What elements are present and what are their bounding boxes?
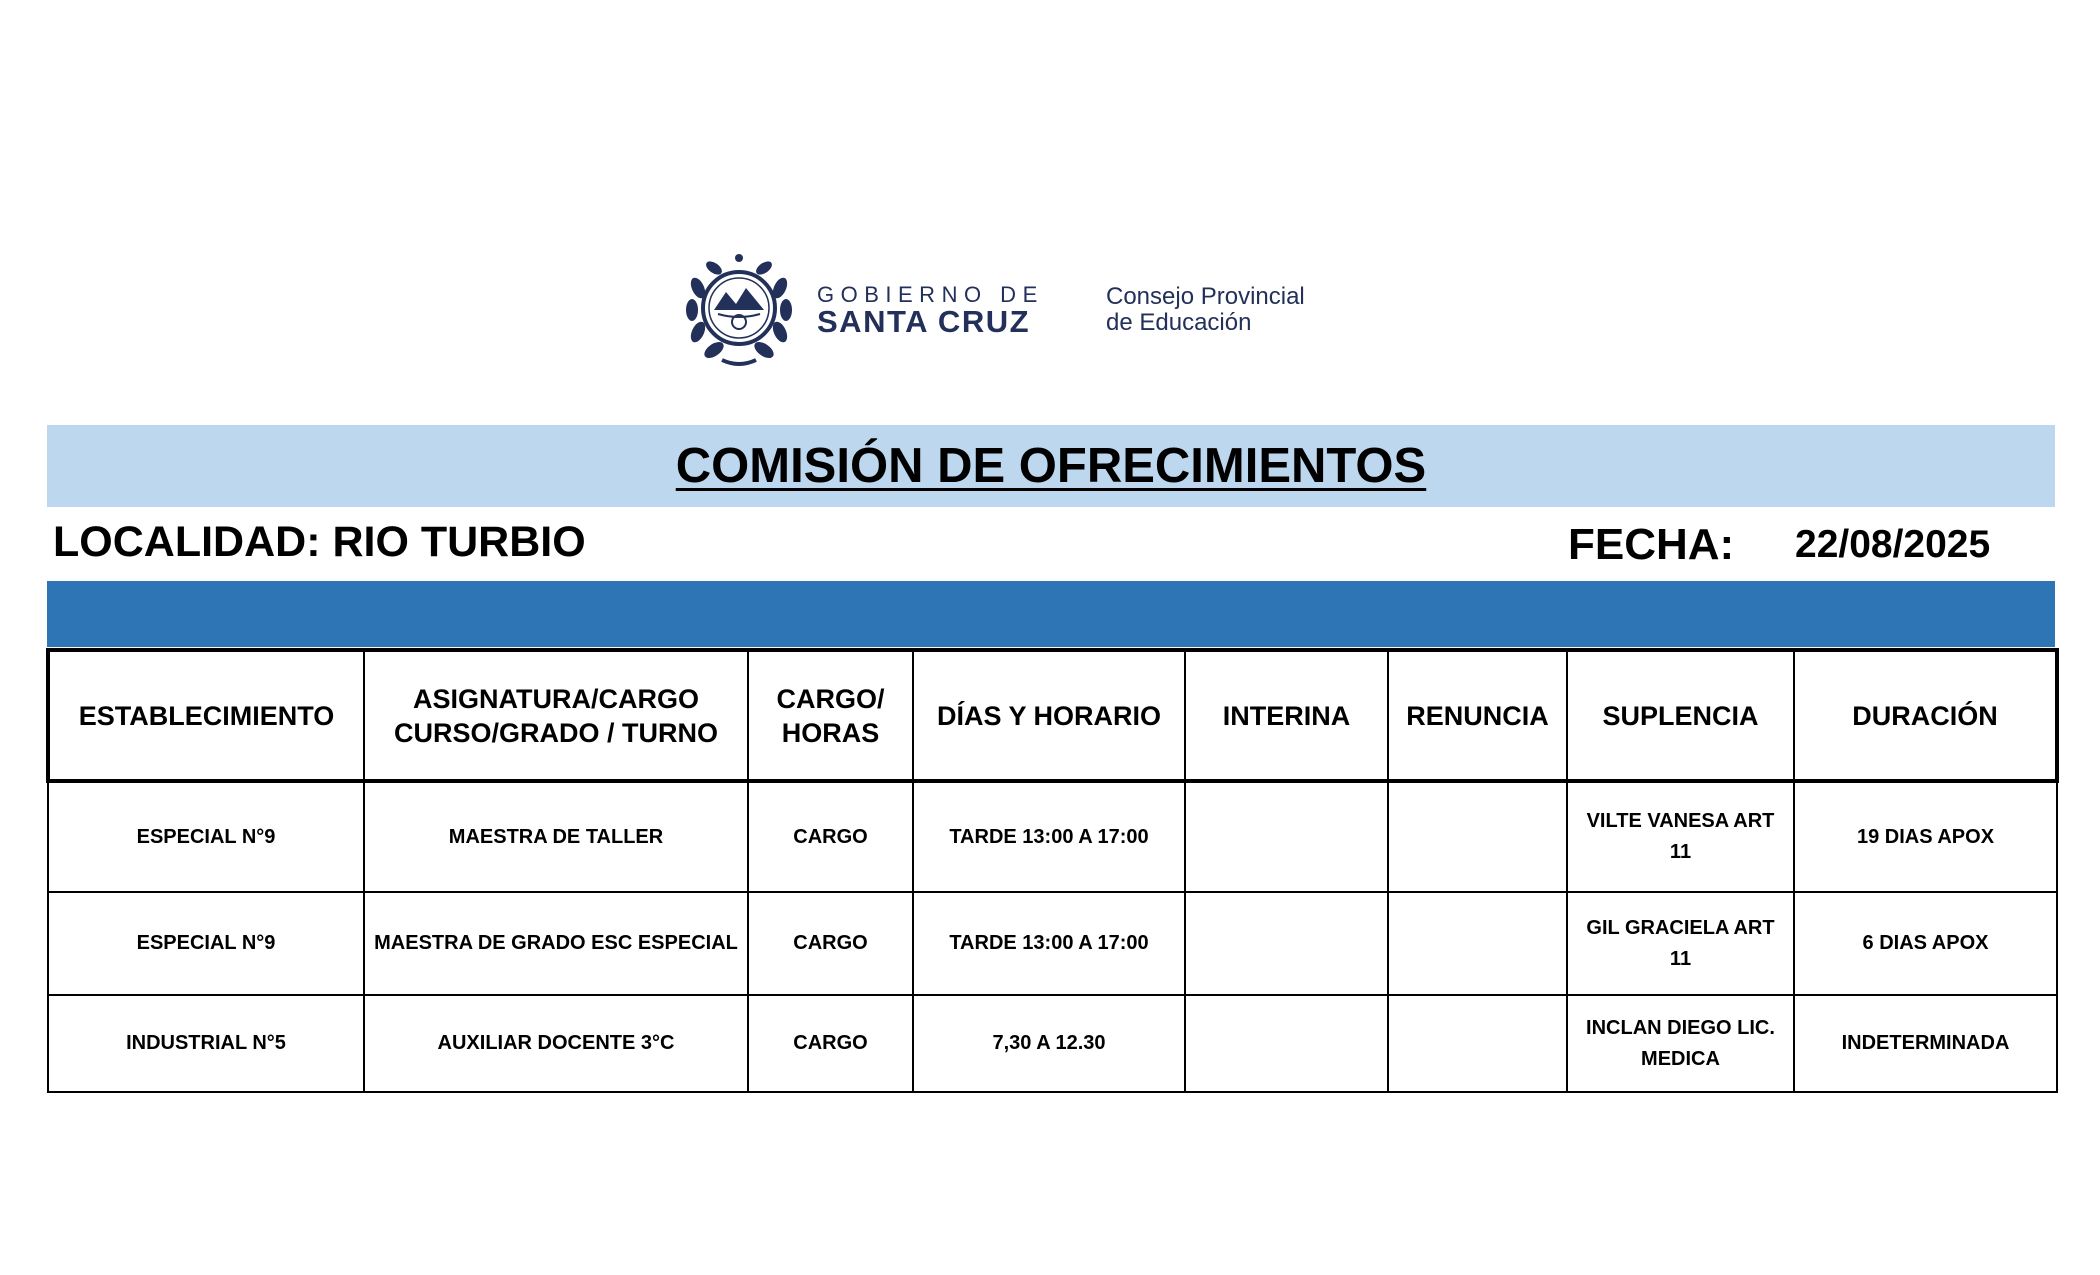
cell-duracion: 6 DIAS APOX <box>1794 892 2057 995</box>
header-establecimiento: ESTABLECIMIENTO <box>48 650 364 781</box>
header-asignatura: ASIGNATURA/CARGO CURSO/GRADO / TURNO <box>364 650 748 781</box>
cell-establecimiento: INDUSTRIAL N°5 <box>48 995 364 1092</box>
cell-asignatura: AUXILIAR DOCENTE 3°C <box>364 995 748 1092</box>
cell-dias-horario: TARDE 13:00 A 17:00 <box>913 892 1185 995</box>
cell-interina <box>1185 892 1388 995</box>
cell-cargo-horas: CARGO <box>748 781 913 892</box>
header-suplencia: SUPLENCIA <box>1567 650 1794 781</box>
fecha-label: FECHA: <box>1568 520 1735 569</box>
header-logo <box>684 248 1344 370</box>
localidad-label: LOCALIDAD: RIO TURBIO <box>53 518 586 566</box>
offers-table <box>46 648 2059 1093</box>
cell-renuncia <box>1388 781 1567 892</box>
table-row <box>48 892 2057 995</box>
cell-establecimiento: ESPECIAL N°9 <box>48 781 364 892</box>
table-row <box>48 995 2057 1092</box>
page-title: COMISIÓN DE OFRECIMIENTOS <box>675 439 1427 493</box>
cell-cargo-horas: CARGO <box>748 995 913 1092</box>
cell-establecimiento: ESPECIAL N°9 <box>48 892 364 995</box>
cell-interina <box>1185 995 1388 1092</box>
blue-divider-bar <box>47 581 2055 647</box>
title-band <box>47 425 2055 507</box>
cell-asignatura: MAESTRA DE GRADO ESC ESPECIAL <box>364 892 748 995</box>
cell-renuncia <box>1388 892 1567 995</box>
council-name-line1: Consejo Provincial <box>1106 283 1305 310</box>
header-interina: INTERINA <box>1185 650 1388 781</box>
cell-suplencia: GIL GRACIELA ART 11 <box>1567 892 1794 995</box>
fecha-value: 22/08/2025 <box>1795 523 1991 566</box>
cell-asignatura: MAESTRA DE TALLER <box>364 781 748 892</box>
cell-dias-horario: 7,30 A 12.30 <box>913 995 1185 1092</box>
cell-cargo-horas: CARGO <box>748 892 913 995</box>
cell-dias-horario: TARDE 13:00 A 17:00 <box>913 781 1185 892</box>
header-dias-horario: DÍAS Y HORARIO <box>913 650 1185 781</box>
header-renuncia: RENUNCIA <box>1388 650 1567 781</box>
table-header-row <box>48 650 2057 781</box>
header-cargo-horas: CARGO/ HORAS <box>748 650 913 781</box>
cell-duracion: INDETERMINADA <box>1794 995 2057 1092</box>
cell-interina <box>1185 781 1388 892</box>
table-row <box>48 781 2057 892</box>
cell-renuncia <box>1388 995 1567 1092</box>
cell-suplencia: VILTE VANESA ART 11 <box>1567 781 1794 892</box>
provincial-seal-icon <box>684 248 794 370</box>
government-name-line1: GOBIERNO DE <box>817 282 1044 307</box>
government-name-line2: SANTA CRUZ <box>817 304 1031 339</box>
council-name-line2: de Educación <box>1106 309 1252 336</box>
header-duracion: DURACIÓN <box>1794 650 2057 781</box>
cell-duracion: 19 DIAS APOX <box>1794 781 2057 892</box>
cell-suplencia: INCLAN DIEGO LIC. MEDICA <box>1567 995 1794 1092</box>
